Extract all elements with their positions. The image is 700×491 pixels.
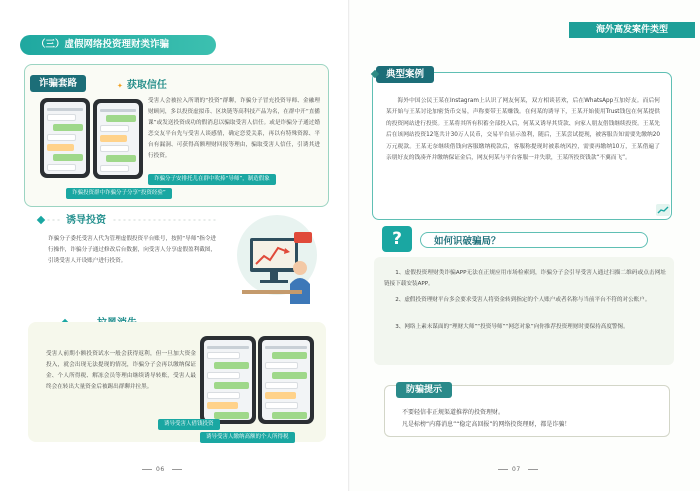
identify-point-1: 1、虚假投资理财类诈骗APP无法在正规应用市场检索到，诈骗分子会引导受害人通过扫描二维码或点击网址链接下载安装APP。 [384,270,666,287]
gain-trust-text: 受害人会被拉入所谓的“投资”群聊，诈骗分子冒充投资导师、金融理财顾问，多以投资虚拟币、区块链等高科技产品为名，在群中开“直播课”或发送投资成功的假消息以骗取受害人信任。或是诈骗分子通过婚恋交友平台先与受害人谈感情，确定恋爱关系，再以有特殊资源、平台有漏洞、可获得高额理财回报等理由，骗取受害人信任，引诱其进行投资。 [148,98,320,159]
identify-title: 如何识破骗局？ [434,236,501,247]
fraud-routine-tag: 诈骗套路 [30,75,86,92]
section-marker [37,216,45,224]
page-number: 07 [512,466,521,473]
page-number-line [142,469,152,470]
gain-trust-title: ✦ 获取信任 [117,76,167,91]
case-text: 海外中国公民王某在Instagram上认识了网友何某，双方相谈甚欢，后在WhatsApp互加好友。而后何某开始与王某讨论加密货币交易，声称要带王某赚钱。在何某的诱导下，王某开始使用Trust钱包在何某提供的投资网站进行投资。王某将其所有积蓄全部投入后，何某又诱导其贷款、向家人朋友借钱继续投资。王某先后在该网站投资12笔共计30万人民币，交易平台显示盈利，随后，王某尝试提现，被客服告知需要先缴纳20万元税款。王某无奈继续借钱向客服缴纳税款后，客服称提现时被系统风控，需要再缴纳10万，王某借遍了亲朋好友的钱凑齐并缴纳保证金后，网友何某与平台客服一并失联，王某所投资钱款“不翼而飞”。 [386,98,660,162]
chat-phone-3 [200,336,256,424]
lure-text: 诈骗分子委托受害人代为管理虚假投资平台账号，按照“导师”指令进行操作，诈骗分子通过修改后台数据，向受害人分享虚假盈利截图，引诱受害人开设账户进行投资。 [48,236,217,264]
caption-income-tax: 诱导受害人缴纳高额的个人所得税 [200,432,295,443]
tips-line-1: 不要轻信非正规渠道推荐的投资理财。 [402,409,505,416]
tips-tag: 防骗提示 [396,382,452,398]
caption-share-experience: 诈骗投资群中诈骗分子分享“投资经验” [66,188,172,199]
category-tab: 海外高发案件类型 [569,22,695,38]
lure-title: 诱导投资 [66,215,106,226]
page-number-line [528,469,538,470]
page-number: 06 [156,466,165,473]
chat-phone-2 [93,99,143,179]
page-number-line [498,469,508,470]
identify-point-3: 3、网络上素未谋面的“理财大师”“投资导师”“网恋对象”向你推荐投资理财时要保持高度警惕。 [395,324,629,330]
question-icon: ? [382,226,412,252]
investor-illustration [232,210,322,310]
right-page [350,0,700,491]
caption-borrow-money: 诱导受害人借钱投资 [158,419,220,430]
growth-chart-icon [656,204,670,216]
divider [46,219,62,221]
identify-point-2: 2、虚假投资理财平台多会要求受害人将资金转到指定的个人账户或者名称与当前平台不符的对公账户。 [395,297,651,303]
tips-line-2: 凡是标榜“内幕消息”“稳定高回报”的网络投资理财，都是诈骗！ [402,421,571,428]
divider [112,219,217,221]
chat-phone-4 [258,336,314,424]
typical-case-tag: 典型案例 [376,66,434,83]
section-title: （三）虚假网络投资理财类诈骗 [20,35,216,55]
blacklist-text: 受害人前期小额投资试水一般会获得返利，但一旦加大资金投入，就会出现无法提现的情况，诈骗分子会再以缴纳保证金、个人所得税、解冻会员等理由继续诱导转账，受害人最终会在转出大量资金后被踢出群聊并拉黑。 [46,351,196,390]
chat-phone-1 [40,98,90,178]
caption-shill-praise: 诈骗分子安排托儿在群中吹捧“导师”，制造假象 [148,174,276,185]
page-number-line [172,469,182,470]
